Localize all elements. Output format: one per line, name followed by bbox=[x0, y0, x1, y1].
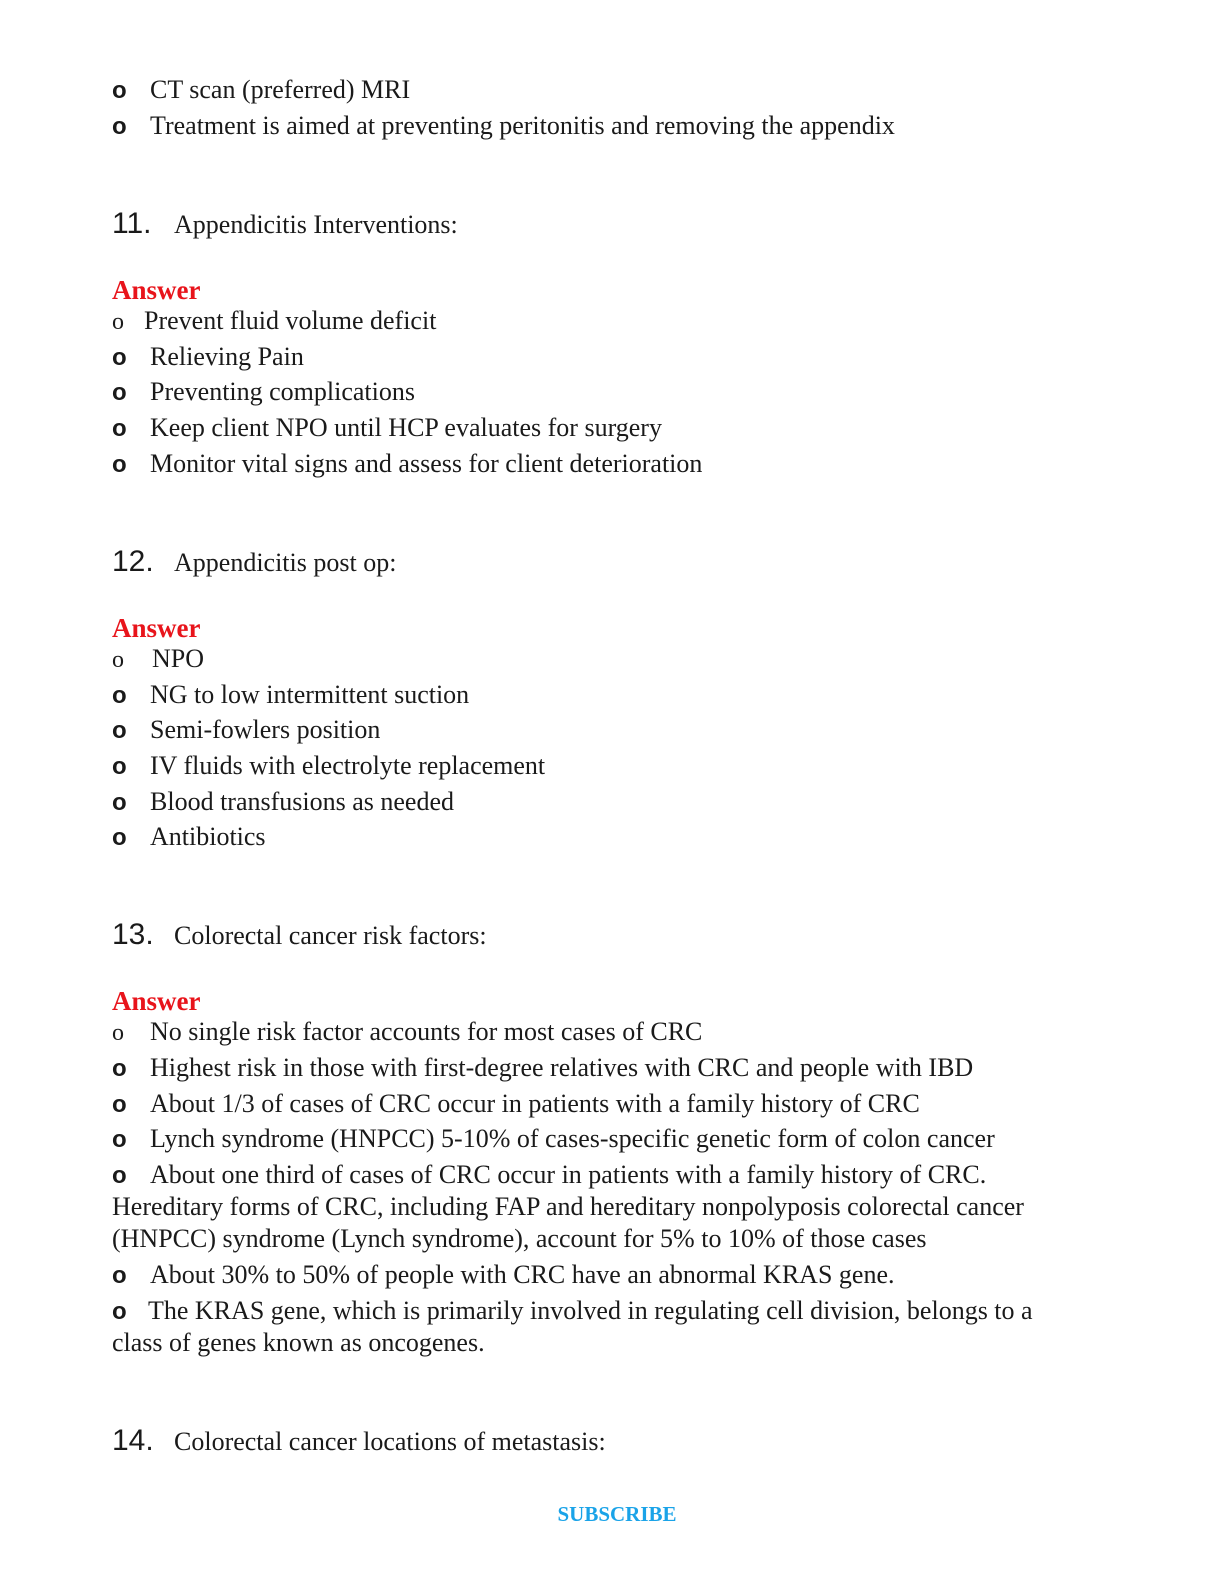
list-item bbox=[112, 1088, 920, 1121]
list-item-text: No single risk factor accounts for most cases of CRC bbox=[150, 1017, 703, 1046]
list-item-text: Lynch syndrome (HNPCC) 5-10% of cases-specific genetic form of colon cancer bbox=[150, 1124, 995, 1153]
question-title: Colorectal cancer risk factors: bbox=[174, 921, 487, 950]
bullet-marker: o bbox=[112, 1298, 127, 1325]
bullet-marker: o bbox=[112, 647, 124, 673]
question-heading bbox=[112, 208, 458, 241]
question-number: 14. bbox=[112, 1424, 154, 1457]
list-item bbox=[112, 1016, 702, 1049]
bullet-marker: o bbox=[112, 753, 127, 780]
question-title: Appendicitis Interventions: bbox=[174, 210, 458, 239]
bullet-marker: o bbox=[112, 789, 127, 816]
question-heading bbox=[112, 546, 396, 579]
bullet-marker: o bbox=[112, 1262, 127, 1289]
list-item bbox=[112, 714, 380, 747]
list-item-text: Semi-fowlers position bbox=[150, 715, 381, 744]
question-heading bbox=[112, 919, 487, 952]
list-item-text: Relieving Pain bbox=[150, 342, 304, 371]
bullet-marker: o bbox=[112, 682, 127, 709]
list-item bbox=[112, 643, 204, 676]
question-title: Appendicitis post op: bbox=[174, 548, 397, 577]
list-item-text: NPO bbox=[152, 644, 205, 673]
list-item-text: Treatment is aimed at preventing peritonitis and removing the appendix bbox=[150, 111, 895, 140]
subscribe-link[interactable]: SUBSCRIBE bbox=[557, 1502, 677, 1526]
answer-label: Answer bbox=[112, 613, 201, 643]
list-item bbox=[112, 74, 410, 107]
question-number: 11. bbox=[112, 207, 152, 240]
list-item bbox=[112, 341, 304, 374]
bullet-marker: o bbox=[112, 415, 127, 442]
list-item bbox=[112, 1295, 1033, 1328]
bullet-marker: o bbox=[112, 1126, 127, 1153]
list-item bbox=[112, 786, 454, 819]
list-item bbox=[112, 1052, 973, 1085]
list-item bbox=[112, 679, 469, 712]
bullet-marker: o bbox=[112, 824, 127, 851]
list-item-text: Keep client NPO until HCP evaluates for surgery bbox=[150, 413, 662, 442]
list-item-text: Blood transfusions as needed bbox=[150, 787, 455, 816]
list-item bbox=[112, 448, 702, 481]
list-item-text: About one third of cases of CRC occur in patients with a family history of CRC. bbox=[150, 1160, 987, 1189]
question-number: 13. bbox=[112, 918, 154, 951]
list-item-text: Highest risk in those with first-degree relatives with CRC and people with IBD bbox=[150, 1053, 974, 1082]
list-item-continuation: (HNPCC) syndrome (Lynch syndrome), account for 5% to 10% of those cases bbox=[112, 1224, 927, 1253]
list-item-text: NG to low intermittent suction bbox=[150, 680, 470, 709]
answer-label: Answer bbox=[112, 275, 201, 305]
list-item-text: CT scan (preferred) MRI bbox=[150, 75, 411, 104]
list-item-text: Preventing complications bbox=[150, 377, 416, 406]
bullet-marker: o bbox=[112, 379, 127, 406]
question-number: 12. bbox=[112, 545, 154, 578]
question-heading bbox=[112, 1425, 606, 1458]
list-item-continuation: Hereditary forms of CRC, including FAP and hereditary nonpolyposis colorectal cancer bbox=[112, 1192, 1024, 1221]
bullet-marker: o bbox=[112, 1162, 127, 1189]
list-item bbox=[112, 750, 545, 783]
answer-label: Answer bbox=[112, 986, 201, 1016]
list-item-continuation: class of genes known as oncogenes. bbox=[112, 1328, 485, 1357]
list-item-text: Prevent fluid volume deficit bbox=[144, 306, 437, 335]
question-title: Colorectal cancer locations of metastasis: bbox=[174, 1427, 606, 1456]
list-item-text: Antibiotics bbox=[150, 822, 266, 851]
list-item bbox=[112, 376, 415, 409]
bullet-marker: o bbox=[112, 77, 127, 104]
list-item bbox=[112, 1123, 995, 1156]
bullet-marker: o bbox=[112, 1020, 124, 1046]
bullet-marker: o bbox=[112, 113, 127, 140]
list-item-text: IV fluids with electrolyte replacement bbox=[150, 751, 546, 780]
list-item-text: About 30% to 50% of people with CRC have an abnormal KRAS gene. bbox=[150, 1260, 895, 1289]
list-item-text: The KRAS gene, which is primarily involved in regulating cell division, belongs to a bbox=[148, 1296, 1033, 1325]
bullet-marker: o bbox=[112, 344, 127, 371]
list-item bbox=[112, 1159, 986, 1192]
list-item bbox=[112, 1259, 895, 1292]
list-item bbox=[112, 821, 266, 854]
bullet-marker: o bbox=[112, 309, 124, 335]
list-item-text: About 1/3 of cases of CRC occur in patients with a family history of CRC bbox=[150, 1089, 920, 1118]
list-item bbox=[112, 305, 436, 338]
bullet-marker: o bbox=[112, 717, 127, 744]
list-item bbox=[112, 110, 895, 143]
list-item-text: Monitor vital signs and assess for client deterioration bbox=[150, 449, 703, 478]
bullet-marker: o bbox=[112, 451, 127, 478]
bullet-marker: o bbox=[112, 1055, 127, 1082]
bullet-marker: o bbox=[112, 1091, 127, 1118]
list-item bbox=[112, 412, 662, 445]
